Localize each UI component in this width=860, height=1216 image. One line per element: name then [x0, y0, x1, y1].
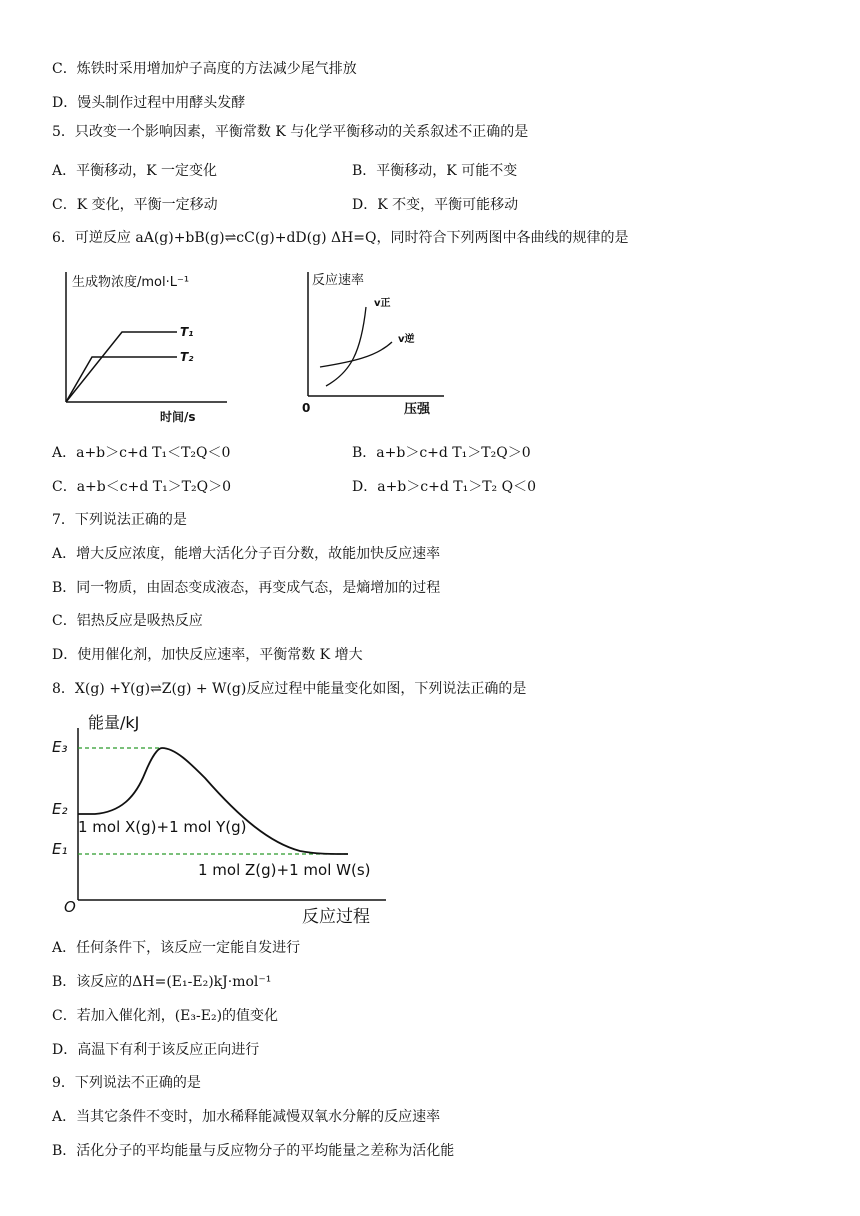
- q7-option-b: B．同一物质，由固态变成液态，再变成气态，是熵增加的过程: [52, 580, 441, 596]
- fig2-v-forward: v正: [374, 298, 391, 309]
- fig3-origin: O: [64, 898, 76, 916]
- q6-option-b: B．a+b＞c+d T₁＞T₂Q＞0: [352, 445, 531, 461]
- rate-pressure-figure: [296, 262, 446, 422]
- q7-stem: 7．下列说法正确的是: [52, 512, 187, 528]
- q8-stem: 8．X(g) +Y(g)⇌Z(g) + W(g)反应过程中能量变化如图，下列说法正确的是: [52, 681, 527, 697]
- q9-option-b: B．活化分子的平均能量与反应物分子的平均能量之差称为活化能: [52, 1143, 455, 1159]
- q5-option-d: D．K 不变，平衡可能移动: [352, 197, 519, 213]
- q8-option-a: A．任何条件下，该反应一定能自发进行: [52, 940, 301, 956]
- q6-option-a: A．a+b＞c+d T₁＜T₂Q＜0: [52, 445, 231, 461]
- fig3-ylabel: 能量/kJ: [88, 713, 140, 732]
- q6-option-c: C．a+b＜c+d T₁＞T₂Q＞0: [52, 479, 232, 495]
- fig3-e2-label: E₂: [52, 800, 68, 818]
- energy-profile-figure: [50, 708, 390, 930]
- q5-option-a: A．平衡移动，K 一定变化: [52, 163, 218, 179]
- fig1-t1-label: T₁: [180, 325, 194, 339]
- fig3-reactants-label: 1 mol X(g)+1 mol Y(g): [78, 818, 247, 836]
- q9-option-a: A．当其它条件不变时，加水稀释能减慢双氧水分解的反应速率: [52, 1109, 441, 1125]
- fig2-ylabel: 反应速率: [312, 273, 365, 288]
- fig2-origin: 0: [302, 401, 311, 415]
- fig1-xlabel: 时间/s: [160, 410, 196, 424]
- fig1-t2-label: T₂: [180, 350, 194, 364]
- q6-stem: 6．可逆反应 aA(g)+bB(g)⇌cC(g)+dD(g) ΔH=Q，同时符合下列两图中各曲线的规律的是: [52, 230, 629, 246]
- q8-option-d: D．高温下有利于该反应正向进行: [52, 1042, 260, 1058]
- fig1-ylabel: 生成物浓度/mol·L⁻¹: [72, 275, 190, 290]
- fig2-xlabel: 压强: [404, 402, 431, 417]
- concentration-time-figure: [52, 262, 232, 427]
- q5-option-b: B．平衡移动，K 可能不变: [352, 163, 518, 179]
- fig3-xlabel: 反应过程: [302, 907, 370, 927]
- fig3-products-label: 1 mol Z(g)+1 mol W(s): [198, 861, 371, 879]
- q8-option-c: C．若加入催化剂，(E₃-E₂)的值变化: [52, 1008, 279, 1024]
- q7-option-c: C．铝热反应是吸热反应: [52, 613, 203, 629]
- fig3-e1-label: E₁: [52, 840, 68, 858]
- q4-option-c: C．炼铁时采用增加炉子高度的方法减少尾气排放: [52, 61, 357, 77]
- q6-option-d: D．a+b＞c+d T₁＞T₂ Q＜0: [352, 479, 536, 495]
- q5-stem: 5．只改变一个影响因素，平衡常数 K 与化学平衡移动的关系叙述不正确的是: [52, 124, 529, 140]
- q8-option-b: B．该反应的ΔH=(E₁-E₂)kJ·mol⁻¹: [52, 974, 272, 990]
- q7-option-a: A．增大反应浓度，能增大活化分子百分数，故能加快反应速率: [52, 546, 441, 562]
- q5-option-c: C．K 变化，平衡一定移动: [52, 197, 218, 213]
- q7-option-d: D．使用催化剂，加快反应速率，平衡常数 K 增大: [52, 647, 363, 663]
- fig2-v-reverse: v逆: [398, 334, 415, 345]
- fig3-e3-label: E₃: [52, 738, 68, 756]
- q4-option-d: D．馒头制作过程中用酵头发酵: [52, 95, 246, 111]
- q9-stem: 9．下列说法不正确的是: [52, 1075, 201, 1091]
